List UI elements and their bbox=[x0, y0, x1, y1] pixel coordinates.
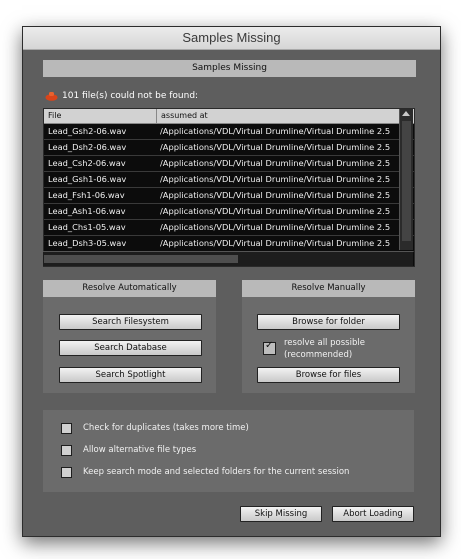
column-header-file[interactable]: File bbox=[44, 109, 157, 123]
options-panel bbox=[43, 410, 414, 492]
assumed-path-cell: /Applications/VDL/Virtual Drumline/Virtual Drumline 2.5 bbox=[160, 158, 391, 168]
file-name-cell: Lead_Gsh2-06.wav bbox=[48, 126, 127, 136]
assumed-path-cell: /Applications/VDL/Virtual Drumline/Virtual Drumline 2.5 bbox=[160, 190, 391, 200]
search-spotlight-button[interactable]: Search Spotlight bbox=[59, 367, 202, 383]
keep-search-mode-label: Keep search mode and selected folders for the current session bbox=[83, 467, 350, 477]
allow-alternative-label: Allow alternative file types bbox=[83, 445, 197, 455]
table-row[interactable] bbox=[44, 236, 414, 252]
file-name-cell: Lead_Csh2-06.wav bbox=[48, 158, 126, 168]
table-row[interactable] bbox=[44, 220, 414, 236]
vertical-scrollbar[interactable] bbox=[399, 109, 413, 250]
skip-missing-button[interactable]: Skip Missing bbox=[240, 506, 322, 522]
file-name-cell: Lead_Gsh1-06.wav bbox=[48, 174, 127, 184]
file-name-cell: Lead_Dsh3-05.wav bbox=[48, 238, 127, 248]
table-row[interactable] bbox=[44, 172, 414, 188]
check-duplicates-checkbox[interactable] bbox=[61, 423, 72, 434]
file-name-cell: Lead_Chs1-05.wav bbox=[48, 222, 126, 232]
resolve-automatically-panel bbox=[43, 280, 216, 393]
missing-files-text: 101 file(s) could not be found: bbox=[62, 91, 199, 101]
file-name-cell: Lead_Ash1-06.wav bbox=[48, 206, 126, 216]
assumed-path-cell: /Applications/VDL/Virtual Drumline/Virtual Drumline 2.5 bbox=[160, 126, 391, 136]
keep-search-mode-checkbox[interactable] bbox=[61, 467, 72, 478]
table-row[interactable] bbox=[44, 156, 414, 172]
warning-icon bbox=[45, 91, 58, 101]
abort-loading-button[interactable]: Abort Loading bbox=[332, 506, 414, 522]
samples-missing-dialog bbox=[22, 26, 441, 537]
resolve-all-checkbox[interactable] bbox=[263, 342, 276, 355]
assumed-path-cell: /Applications/VDL/Virtual Drumline/Virtual Drumline 2.5 bbox=[160, 142, 391, 152]
scroll-up-arrow-icon[interactable] bbox=[402, 111, 410, 116]
horizontal-scroll-thumb[interactable] bbox=[44, 255, 238, 263]
search-filesystem-button[interactable]: Search Filesystem bbox=[59, 314, 202, 330]
window-title: Samples Missing bbox=[23, 27, 440, 50]
table-row[interactable] bbox=[44, 140, 414, 156]
table-row[interactable] bbox=[44, 204, 414, 220]
dialog-header: Samples Missing bbox=[43, 60, 416, 77]
browse-files-button[interactable]: Browse for files bbox=[257, 367, 400, 383]
assumed-path-cell: /Applications/VDL/Virtual Drumline/Virtual Drumline 2.5 bbox=[160, 238, 391, 248]
vertical-scroll-thumb[interactable] bbox=[402, 121, 411, 241]
horizontal-scrollbar[interactable] bbox=[43, 251, 413, 266]
assumed-path-cell: /Applications/VDL/Virtual Drumline/Virtual Drumline 2.5 bbox=[160, 206, 391, 216]
resolve-automatically-title: Resolve Automatically bbox=[43, 280, 216, 297]
table-header bbox=[44, 109, 414, 124]
column-header-assumed-at[interactable]: assumed at bbox=[161, 111, 208, 120]
table-row[interactable] bbox=[44, 124, 414, 140]
table-row[interactable] bbox=[44, 188, 414, 204]
resolve-all-label-line1: resolve all possible bbox=[284, 338, 365, 348]
check-duplicates-label: Check for duplicates (takes more time) bbox=[83, 423, 249, 433]
file-name-cell: Lead_Dsh2-06.wav bbox=[48, 142, 127, 152]
missing-files-table[interactable] bbox=[43, 108, 415, 267]
file-name-cell: Lead_Fsh1-06.wav bbox=[48, 190, 125, 200]
missing-files-notice bbox=[45, 91, 198, 101]
search-database-button[interactable]: Search Database bbox=[59, 340, 202, 356]
allow-alternative-checkbox[interactable] bbox=[61, 445, 72, 456]
resolve-manually-title: Resolve Manually bbox=[242, 280, 415, 297]
assumed-path-cell: /Applications/VDL/Virtual Drumline/Virtual Drumline 2.5 bbox=[160, 222, 391, 232]
resolve-all-label bbox=[284, 337, 365, 361]
table-body bbox=[44, 124, 414, 267]
resolve-manually-panel bbox=[242, 280, 415, 393]
resolve-all-label-line2: (recommended) bbox=[284, 350, 353, 360]
assumed-path-cell: /Applications/VDL/Virtual Drumline/Virtual Drumline 2.5 bbox=[160, 174, 391, 184]
browse-folder-button[interactable]: Browse for folder bbox=[257, 314, 400, 330]
